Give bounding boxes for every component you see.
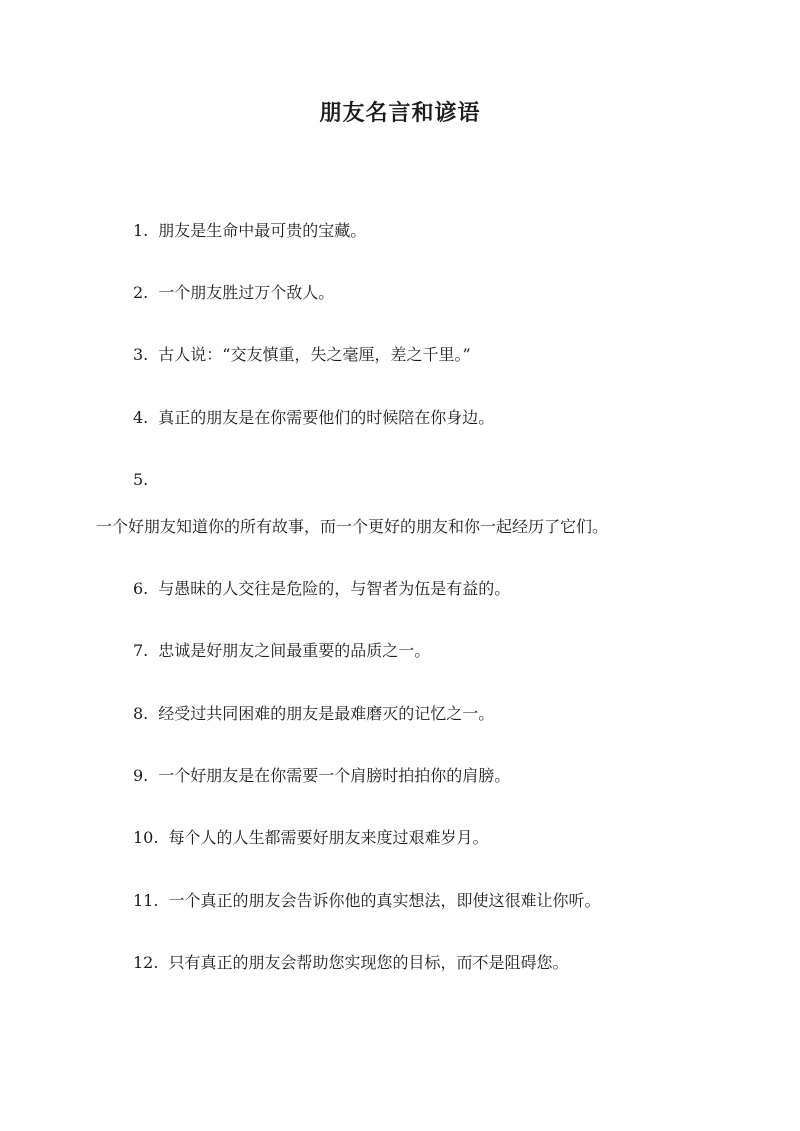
item-number: 2. [133,283,149,302]
list-item [133,952,568,974]
list-item [133,827,488,849]
item-number: 10. [133,828,159,847]
list-item [133,282,334,304]
item-number: 4. [133,408,149,427]
item-text: 古人说：“交友慎重，失之毫厘，差之千里。” [158,345,471,364]
list-item [133,640,430,662]
item-number: 8. [133,704,149,723]
item-text: 忠诚是好朋友之间最重要的品质之一。 [158,641,431,660]
item-text: 与愚昧的人交往是危险的，与智者为伍是有益的。 [158,579,511,598]
item-number: 12. [133,953,159,972]
item-number: 9. [133,766,149,785]
item-number: 7. [133,641,149,660]
item-continuation-text: 一个好朋友知道你的所有故事，而一个更好的朋友和你一起经历了它们。 [96,517,609,536]
list-item [133,469,158,491]
list-item [133,703,494,725]
item-text: 一个真正的朋友会告诉你他的真实想法，即使这很难让你听。 [168,891,601,910]
item-text: 一个好朋友是在你需要一个肩膀时拍拍你的肩膀。 [158,766,511,785]
item-number: 3. [133,345,149,364]
item-number: 11. [133,891,159,910]
item-number: 6. [133,579,149,598]
item-text: 朋友是生命中最可贵的宝藏。 [158,221,367,240]
item-text: 真正的朋友是在你需要他们的时候陪在你身边。 [158,408,495,427]
list-item [133,344,471,366]
list-item [133,407,494,429]
list-item [133,220,366,242]
list-item [133,765,510,787]
item-text: 只有真正的朋友会帮助您实现您的目标，而不是阻碍您。 [168,953,569,972]
item-number: 5. [133,470,149,489]
list-item [133,890,600,912]
list-item [133,578,510,600]
item-text: 经受过共同困难的朋友是最难磨灭的记忆之一。 [158,704,495,723]
item-number: 1. [133,221,149,240]
item-text: 一个朋友胜过万个敌人。 [158,283,335,302]
document-title: 朋友名言和谚语 [319,100,481,126]
item-text: 每个人的人生都需要好朋友来度过艰难岁月。 [168,828,489,847]
